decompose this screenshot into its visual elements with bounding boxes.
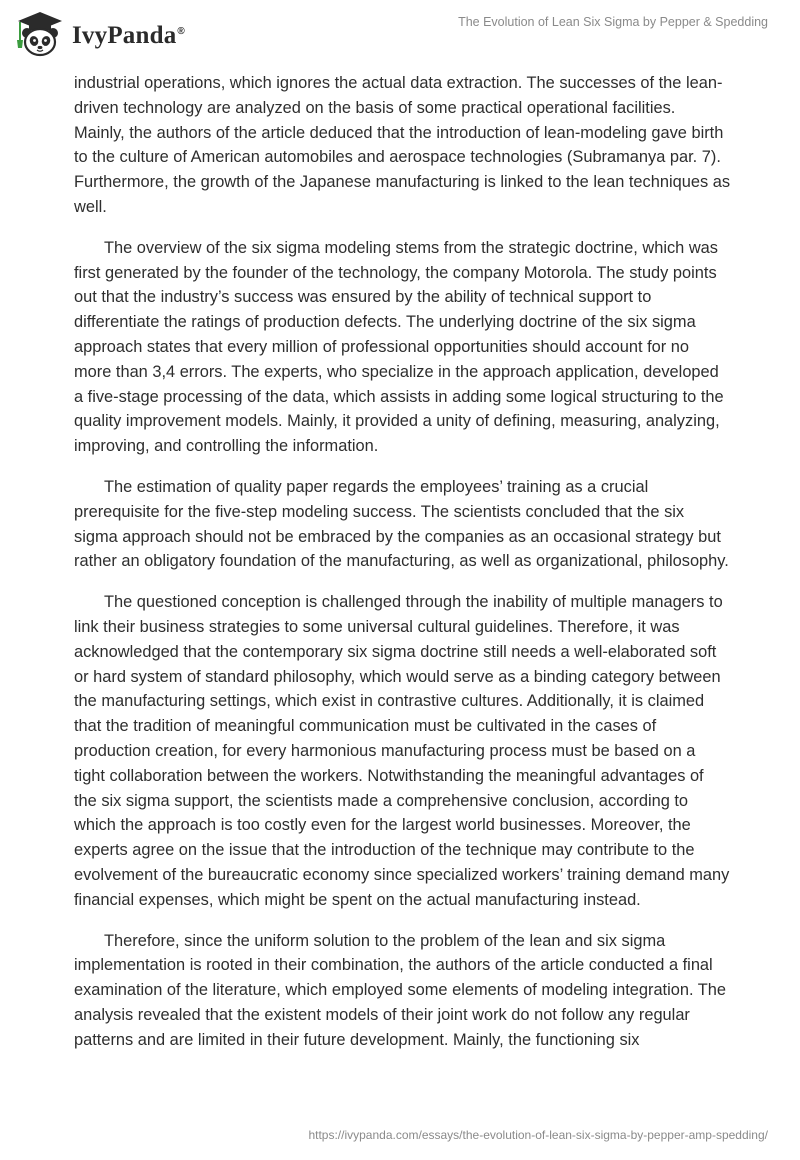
logo-wordmark: IvyPanda® <box>72 22 185 49</box>
document-title: The Evolution of Lean Six Sigma by Pepper & Spedding <box>458 15 768 29</box>
page-header <box>0 0 800 70</box>
paragraph-1: industrial operations, which ignores the actual data extraction. The successes of the lean-driven technology are analyzed on the basis of some practical operational facilities. Mainly, the authors of the article deduced that the introduction of lean-modeling gave birth to the culture of American automobiles and aerospace technologies (Subramanya par. 7). Furthermore, the growth of the Japanese manufacturing is linked to the lean techniques as well. <box>74 74 731 216</box>
paragraph-2: The overview of the six sigma modeling stems from the strategic doctrine, which was first generated by the founder of the technology, the company Motorola. The study points out that the industry’s success was ensured by the ability of technical support to differentiate the ratings of production defects. The underlying doctrine of the six sigma approach states that every million of professional opportunities should account for no more than 3,4 errors. The experts, who specialize in the approach application, developed a five-stage processing of the data, which assists in adding some logical structuring to the quality improvement models. Mainly, it provided a unity of defining, measuring, analyzing, improving, and controlling the information. <box>74 238 724 456</box>
paragraph-3: The estimation of quality paper regards the employees’ training as a crucial prerequisite for the five-step modeling success. The scientists concluded that the six sigma approach should not be embraced by the companies as an occasional strategy but rather an obligatory foundation of the manufacturing, as well as organizational, philosophy. <box>74 477 729 571</box>
essay-body <box>74 71 730 1068</box>
panda-graduate-icon <box>14 10 66 58</box>
ivypanda-logo[interactable] <box>14 10 185 58</box>
paragraph-4: The questioned conception is challenged through the inability of multiple managers to link their business strategies to some universal cultural guidelines. Therefore, it was acknowledged that the contemporary six sigma doctrine still needs a well-elaborated soft or hard system of standard philosophy, which would serve as a binding category between the manufacturing settings, which exist in contrastive cultures. Additionally, it is claimed that the tradition of meaningful communication must be cultivated in the cases of production creation, for every harmonious manufacturing process must be based on a tight collaboration between the workers. Notwithstanding the meaningful advantages of the six sigma support, the scientists made a comprehensive conclusion, according to which the approach is too costly even for the largest world businesses. Moreover, the experts agree on the issue that the introduction of the technique may contribute to the evolvement of the bureaucratic economy since specialized workers’ training demand many financial expenses, which might be spent on the actual manufacturing instead. <box>74 593 730 909</box>
paragraph-5: Therefore, since the uniform solution to the problem of the lean and six sigma implementation is rooted in their combination, the authors of the article conducted a final examination of the literature, which employed some elements of modeling integration. The analysis revealed that the existent models of their joint work do not follow any regular patterns and are limited in their future development. Mainly, the functioning six <box>74 931 727 1049</box>
source-url[interactable]: https://ivypanda.com/essays/the-evolution-of-lean-six-sigma-by-pepper-amp-spedding/ <box>308 1128 768 1142</box>
